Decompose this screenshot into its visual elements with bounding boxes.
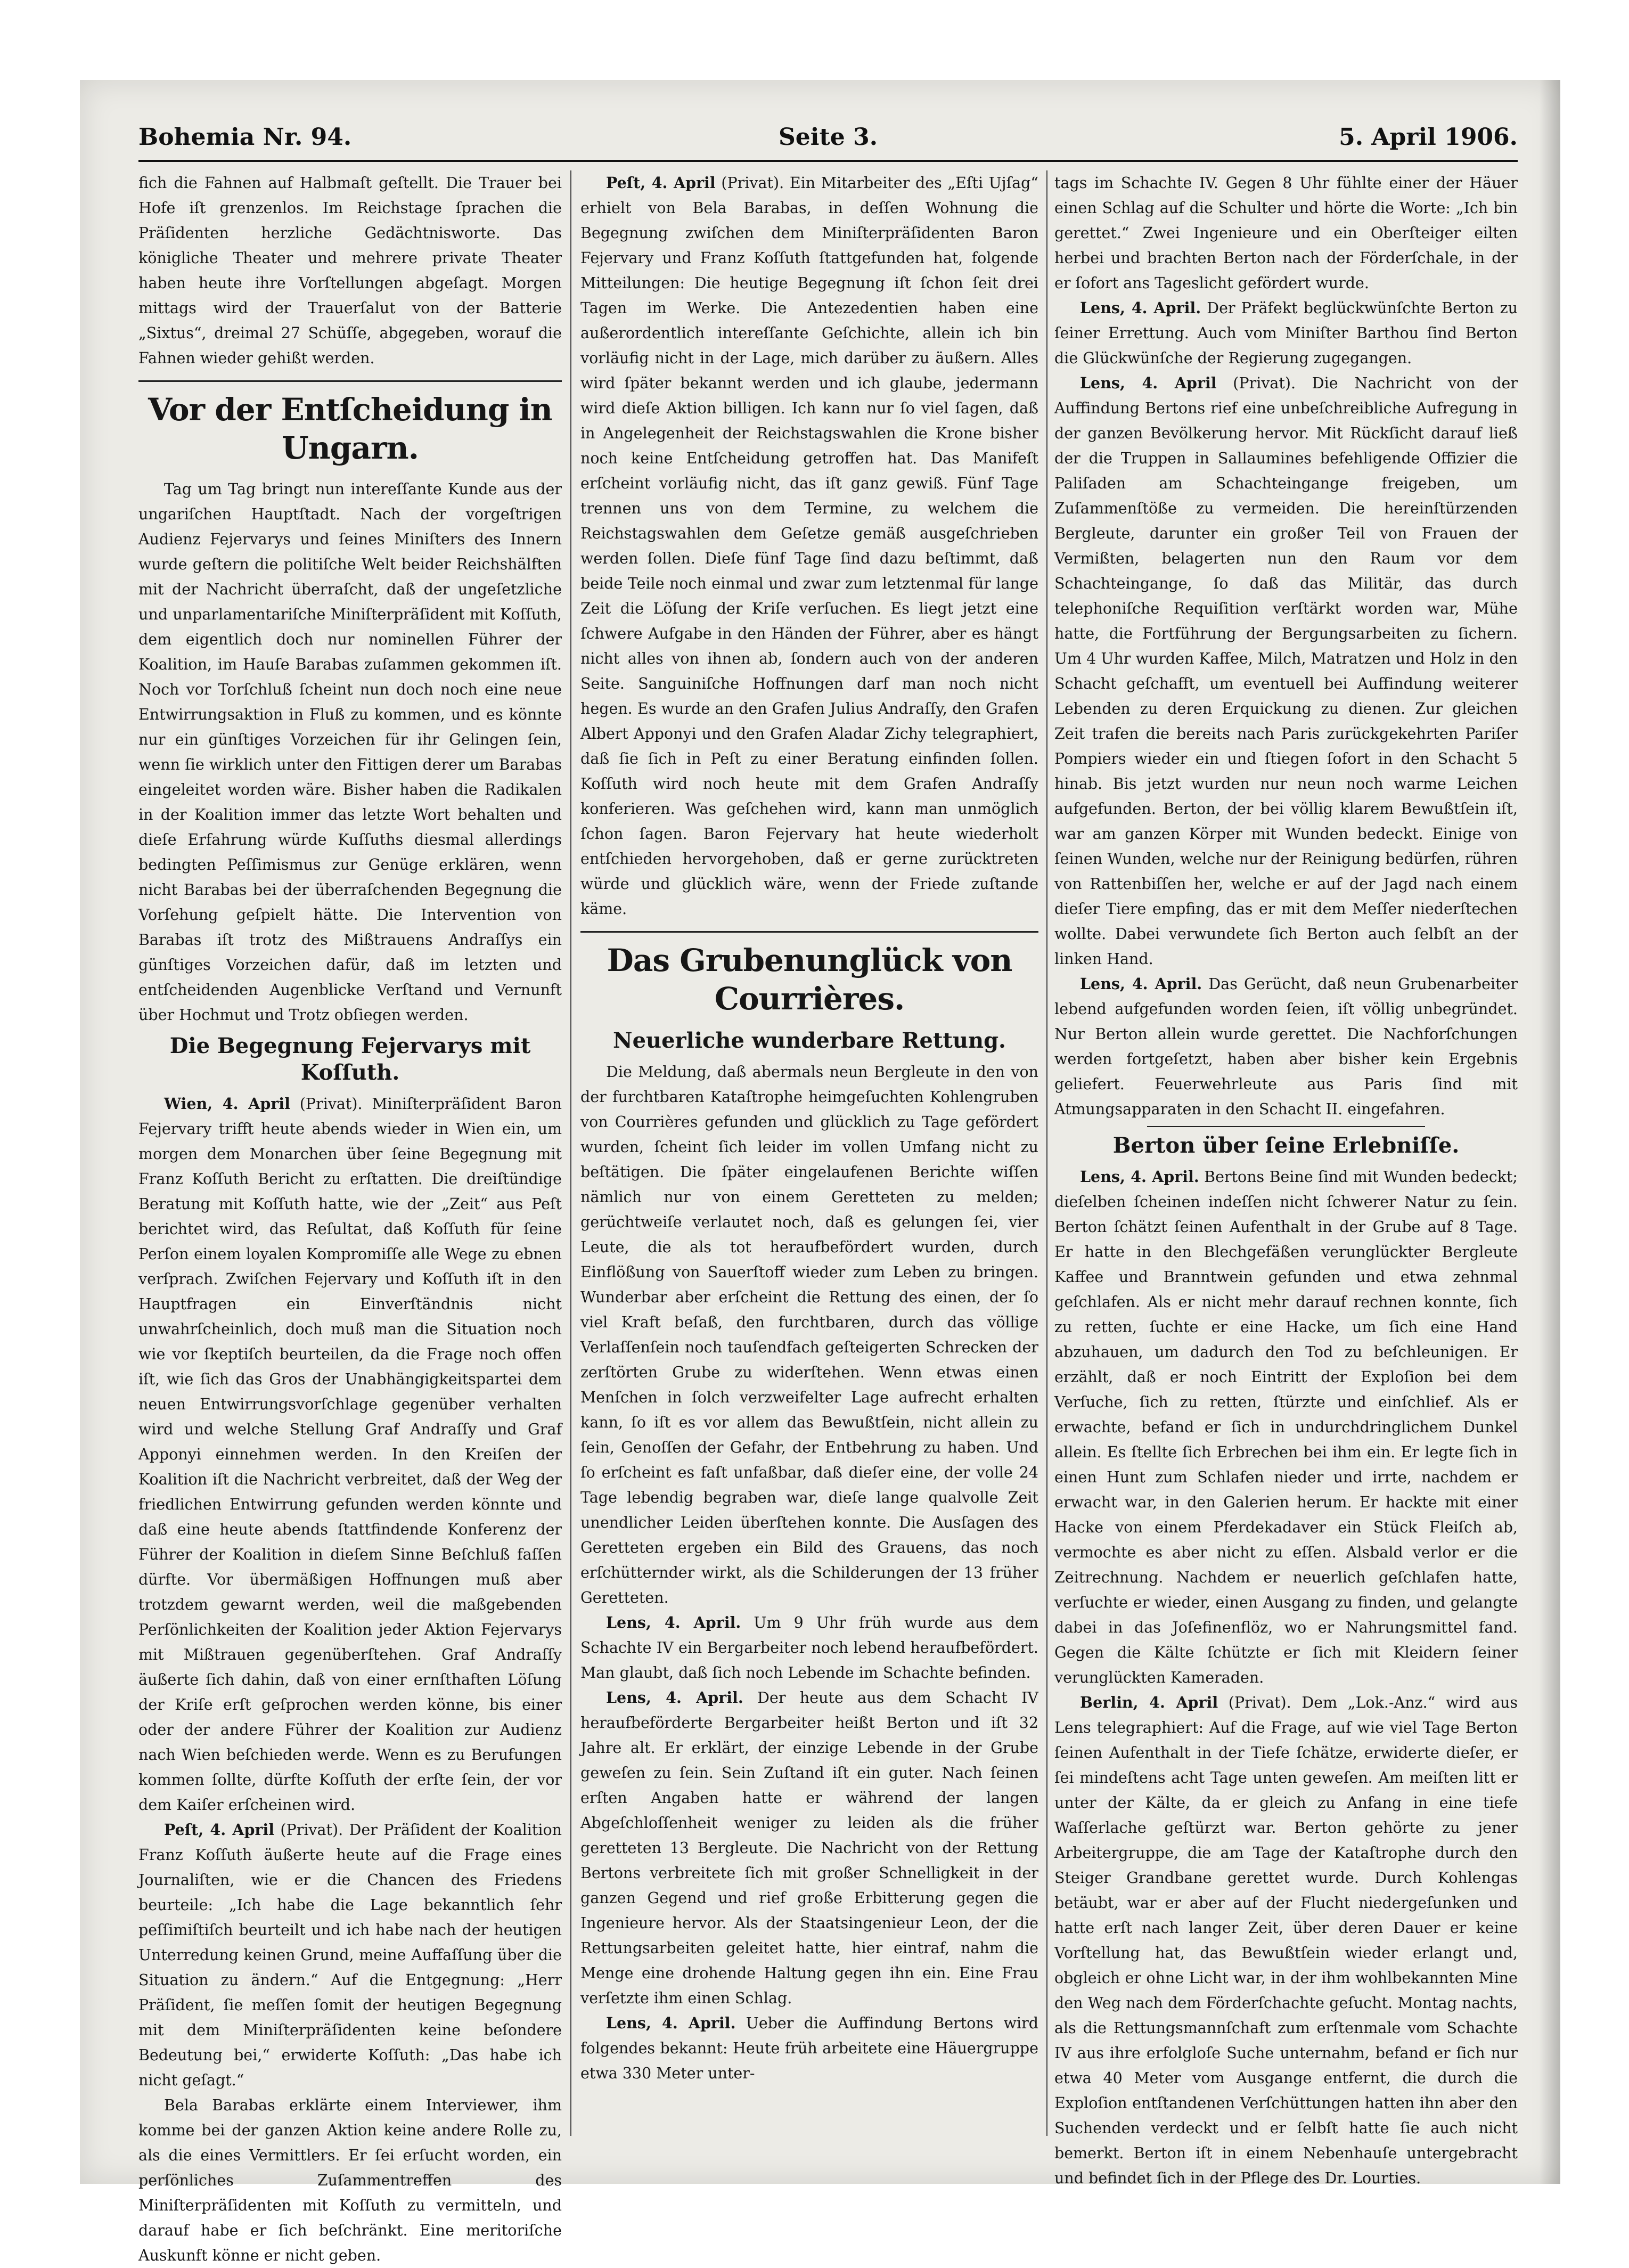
column-rule-1 — [570, 170, 571, 2136]
dateline: Wien, 4. April — [164, 1095, 290, 1113]
article-text: (Privat). Der Präſident der Koalition Franz Koſſuth äußerte heute auf die Frage eines Journaliſten, wie er die Chancen des Friedens beurteile: „Ich habe die Lage bekanntlich ſehr peſſimiſtiſch beurteilt und ich habe nach der heutigen Unterredung keinen Grund, meine Auffaſſung über die Situation zu ändern.“ Auf die Entgegnung: „Herr Präſident, ſie meſſen ſomit der heutigen Begegnung mit dem Miniſterpräſidenten keine beſondere Bedeutung bei,“ erwiderte Koſſuth: „Das habe ich nicht geſagt.“ — [138, 1821, 562, 2089]
article-text: Die Meldung, daß abermals neun Bergleute in den von der furchtbaren Kataſtrophe heimgeſuchten Kohlengruben von Courrières gefunden und glücklich zu Tage gefördert wurden, ſcheint ſich leider im vollen Umfang nicht zu beſtätigen. Die ſpäter eingelaufenen Berichte wiſſen nämlich nur von einem Geretteten zu melden; gerüchtweiſe verlautet noch, daß es gelungen ſei, vier Leute, die als tot heraufbefördert wurden, durch Einflößung von Sauerſtoff wieder zum Leben zu bringen. Wunderbar aber erſcheint die Rettung des einen, der ſo viel Kraft beſaß, den furchtbaren, durch das völlige Verlaſſenſein noch tauſendfach geſteigerten Schrecken der zerſtörten Grube zu widerſtehen. Wenn etwas einen Menſchen in ſolch verzweifelter Lage aufrecht erhalten kann, ſo iſt es vor allem das Bewußtſein, nicht allein zu ſein, Genoſſen der Gefahr, der Entbehrung zu haben. Und ſo erſcheint es faſt unfaßbar, daß dieſer eine, der volle 24 Tage lebendig begraben war, dieſe lange qualvolle Zeit unendlicher Leiden überſtehen konnte. Die Ausſagen des Geretteten ergeben ein Bild des Grauens, das noch erſchütternder wirkt, als die Schilderungen der 13 früher Geretteten. — [580, 1063, 1038, 1606]
article-divider — [1147, 1126, 1425, 1127]
dateline: Peſt, 4. April — [164, 1821, 275, 1839]
article-paragraph — [1054, 1690, 1518, 2191]
article-text: Um 9 Uhr früh wurde aus dem Schachte IV ein Bergarbeiter noch lebend heraufbefördert. Man glaubt, daß ſich noch Lebende im Schachte befinden. — [580, 1614, 1038, 1682]
page-edge-shadow — [1539, 80, 1560, 2184]
page-header — [138, 117, 1518, 162]
article-text: Der heute aus dem Schacht IV heraufbeförderte Bergarbeiter heißt Berton und iſt 32 Jahre alt. Er erklärt, der einzige Lebende in der Grube geweſen zu ſein. Sein Zuſtand iſt ein guter. Nach ſeinen erſten Angaben hatte er während der langen Abgeſchloſſenheit weniger zu leiden als die früher geretteten 13 Bergleute. Die Nachricht von der Rettung Bertons verbreitete ſich mit großer Schnelligkeit in der ganzen Gegend und rief große Erbitterung gegen die Ingenieure hervor. Als der Staatsingenieur Leon, der die Rettungsarbeiten geleitet hatte, hier eintraf, nahm die Menge eine drohende Haltung gegen ihn ein. Eine Frau verſetzte ihm einen Schlag. — [580, 1689, 1038, 2007]
header-page-number: Seite 3. — [778, 124, 878, 151]
article-paragraph — [580, 2011, 1038, 2086]
article-text: Das Gerücht, daß neun Grubenarbeiter lebend aufgefunden worden ſeien, iſt völlig unbegründet. Nur Berton allein wurde gerettet. Die Nachforſchungen werden fortgeſetzt, haben aber bisher kein Ergebnis geliefert. Feuerwehrleute aus Paris ſind mit Atmungsapparaten in den Schacht II. eingefahren. — [1054, 975, 1518, 1118]
article-text: (Privat). Die Nachricht von der Auffindung Bertons rief eine unbeſchreibliche Aufregung in der ganzen Bevölkerung hervor. Mit Rückſicht darauf ließ der die Truppen in Sallaumines befehligende Offizier die Paliſaden am Schachteingange freigeben, um Zuſammenſtöße zu vermeiden. Die hereinſtürzenden Bergleute, darunter ein großer Teil von Frauen der Vermißten, belagerten nun den Raum vor dem Schachteingange, ſo daß das Militär, das durch telephoniſche Requiſition verſtärkt worden war, Mühe hatte, die Fortführung der Bergungsarbeiten zu ſichern. Um 4 Uhr wurden Kaffee, Milch, Matratzen und Holz in den Schacht geſchafft, um eventuell bei Auffindung weiterer Lebenden zu deren Erquickung zu dienen. Zur gleichen Zeit trafen die bereits nach Paris zurückgekehrten Pariſer Pompiers wieder ein und ſtiegen ſofort in den Schacht 5 hinab. Bis jetzt wurden nur neun noch warme Leichen aufgefunden. Berton, der bei völlig klarem Bewußtſein iſt, war am ganzen Körper mit Wunden bedeckt. Einige von ſeinen Wunden, welche nur der Reinigung bedürfen, rühren von Rattenbiſſen her, welche er auf der Jagd nach einem dieſer Tiere empfing, das er mit dem Meſſer niederſtechen wollte. Dabei verwundete ſich Berton auch ſelbſt an der linken Hand. — [1054, 374, 1518, 968]
dateline: Lens, 4. April. — [1080, 1168, 1199, 1186]
column-2 — [580, 170, 1038, 2141]
article-text: (Privat). Ein Mitarbeiter des „Eſti Ujſag“ erhielt von Bela Barabas, in deſſen Wohnung die Begegnung zwiſchen dem Miniſterpräſidenten Baron Fejervary und Franz Koſſuth ſtattgefunden hat, folgende Mitteilungen: Die heutige Begegnung iſt ſchon ſeit drei Tagen im Werke. Die Antezedentien haben eine außerordentlich intereſſante Geſchichte, allein ich bin vorläufig nicht in der Lage, mich darüber zu äußern. Alles wird ſpäter bekannt werden und ich glaube, jedermann wird dieſe Aktion billigen. Ich kann nur ſo viel ſagen, daß in Angelegenheit der Reichstagswahlen die Krone bisher noch keine Entſcheidung getroffen hat. Das Manifeſt erſcheint vorläufig nicht, das iſt ganz gewiß. Fünf Tage trennen uns von dem Termine, zu welchem die Reichstagswahlen dem Geſetze gemäß ausgeſchrieben werden ſollen. Dieſe fünf Tage ſind dazu beſtimmt, daß beide Teile noch einmal und zwar zum letztenmal für lange Zeit die Löſung der Kriſe verſuchen. Es liegt jetzt eine ſchwere Aufgabe in den Händen der Führer, aber es hängt nicht alles von ihnen ab, ſondern auch von der anderen Seite. Sanguiniſche Hoffnungen darf man noch nicht hegen. Es wurde an den Grafen Julius Andraſſy, den Grafen Albert Apponyi und den Grafen Aladar Zichy telegraphiert, daß ſie ſich in Peſt zu einer Beratung einfinden ſollen. Koſſuth wird noch heute mit dem Grafen Andraſſy konferieren. Was geſchehen wird, kann man unmöglich ſchon ſagen. Baron Fejervary hat heute wiederholt entſchieden hervorgehoben, daß er gerne zurücktreten würde und glücklich wäre, wenn der Friede zuſtande käme. — [580, 174, 1038, 918]
newspaper-page — [80, 80, 1560, 2264]
article-paragraph — [1054, 296, 1518, 371]
column-3 — [1054, 170, 1518, 2187]
dateline: Lens, 4. April — [1080, 374, 1217, 392]
article-divider — [138, 380, 562, 382]
article-paragraph — [580, 1610, 1038, 1685]
article-paragraph — [138, 1091, 562, 1817]
header-publication: Bohemia Nr. 94. — [138, 124, 352, 151]
dateline: Berlin, 4. April — [1080, 1693, 1218, 1711]
article-subheadline: Die Begegnung Fejervarys mit Koſſuth. — [169, 1033, 531, 1085]
article-paragraph — [1054, 371, 1518, 972]
dateline: Peſt, 4. April — [606, 174, 716, 192]
header-date: 5. April 1906. — [1339, 124, 1518, 151]
article-text: (Privat). Dem „Lok.-Anz.“ wird aus Lens telegraphiert: Auf die Frage, auf wie viel Tage Berton ſeinen Aufenthalt in der Tiefe ſchätze, erwiderte dieſer, er ſei mindeſtens acht Tage unten geweſen. Am meiſten litt er unter der Kälte, da er gleich zu Anfang in eine tiefe Waſſerlache geſtürzt war. Berton gehörte zu jener Arbeitergruppe, die am Tage der Kataſtrophe durch den Steiger Grandbane gerettet wurde. Durch Kohlengas betäubt, war er aber auf der Flucht niedergeſunken und hatte erſt nach langer Zeit, über deren Dauer er keine Vorſtellung hat, das Bewußtſein wieder erlangt und, obgleich er ohne Licht war, in der ihm wohlbekannten Mine den Weg nach dem Förderſchachte geſucht. Montag nachts, als die Rettungsmannſchaft zum erſtenmale vom Schachte IV aus ihre erfolgloſe Suche unternahm, befand er ſich nur etwa 40 Meter vom Ausgange entfernt, die durch die Exploſion entſtandenen Verſchüttungen hatten ihn aber den Suchenden verdeckt und er ſelbſt hatte ſie auch nicht bemerkt. Berton iſt in einem Nebenhauſe untergebracht und befindet ſich in der Pflege des Dr. Lourties. — [1054, 1694, 1518, 2187]
article-text: Tag um Tag bringt nun intereſſante Kunde aus der ungariſchen Hauptſtadt. Nach der vorgeſtrigen Audienz Fejervarys und ſeines Miniſters des Innern wurde geſtern die politiſche Welt beider Reichshälften mit der Nachricht überraſcht, daß der ungeſetzliche und unparlamentariſche Miniſterpräſident mit Koſſuth, dem eigentlich doch nur nominellen Führer der Koalition, im Hauſe Barabas zuſammen gekommen iſt. Noch vor Torſchluß ſcheint nun doch noch eine neue Entwirrungsaktion in Fluß zu kommen, und es könnte nur ein günſtiges Vorzeichen für ihr Gelingen ſein, wenn ſie wirklich unter den Fittigen derer um Barabas eingeleitet worden wäre. Bisher haben die Radikalen in der Koalition immer das letzte Wort behalten und dieſe Erfahrung würde Kuſſuths diesmal allerdings bedingten Peſſimismus zur Genüge erklären, wenn nicht Barabas bei der überraſchenden Begegnung die Vorſehung geſpielt hätte. Die Intervention von Barabas iſt trotz des Mißtrauens Andraſſys ein günſtiges Vorzeichen dafür, daß im letzten und entſcheidenden Augenblicke Verſtand und Vernunft über Hochmut und Trotz obſiegen werden. — [138, 480, 562, 1024]
article-text: Der Präfekt beglückwünſchte Berton zu ſeiner Errettung. Auch vom Miniſter Barthou ſind Berton die Glückwünſche der Regierung zugegangen. — [1054, 299, 1518, 367]
article-subheadline: Neuerliche wunderbare Rettung. — [613, 1028, 1006, 1053]
article-headline: Das Grubenunglück von Courrières. — [607, 942, 1012, 1017]
article-text: (Privat). Miniſterpräſident Baron Fejervary trifft heute abends wieder in Wien ein, um morgen dem Monarchen über ſeine Begegnung mit Franz Koſſuth Bericht zu erſtatten. Die dreiſtündige Beratung mit Koſſuth hatte, wie der „Zeit“ aus Peſt berichtet wird, das Reſultat, daß Koſſuth für ſeine Perſon einem loyalen Kompromiſſe alle Wege zu ebnen verſprach. Zwiſchen Fejervary und Koſſuth iſt in den Hauptfragen ein Einverſtändnis nicht unwahrſcheinlich, doch muß man die Situation noch wie vor ſkeptiſch beurteilen, da die Frage noch offen iſt, wie ſich das Gros der Unabhängigkeitspartei dem neuen Entwirrungsvorſchlage gegenüber verhalten wird und welche Stellung Graf Andraſſy und Graf Apponyi einnehmen werden. In den Kreiſen der Koalition iſt die Nachricht verbreitet, daß der Weg der friedlichen Entwirrung gefunden werden könnte und daß eine heute abends ſtattfindende Konferenz der Führer der Koalition in dieſem Sinne Beſchluß faſſen dürfte. Vor übermäßigen Hoffnungen muß aber trotzdem gewarnt werden, weil die maßgebenden Perſönlichkeiten der Koalition jeder Aktion Fejervarys mit Mißtrauen gegenüberſtehen. Graf Andraſſy äußerte ſich dahin, daß von einer ernſthaften Löſung der Kriſe erſt geſprochen werden könne, bis einer oder der andere Führer der Koalition zur Audienz nach Wien beſchieden werde. Wenn es zu Berufungen kommen ſollte, dürfte Koſſuth der erſte ſein, der vor dem Kaiſer erſcheinen wird. — [138, 1095, 562, 1814]
article-text: tags im Schachte IV. Gegen 8 Uhr fühlte einer der Häuer einen Schlag auf die Schulter und hörte die Worte: „Ich bin gerettet.“ Zwei Ingenieure und ein Oberſteiger eilten herbei und brachten Berton nach der Förderſchale, in der er ſofort ans Tageslicht gefördert wurde. — [1054, 174, 1518, 292]
dateline: Lens, 4. April. — [1080, 975, 1202, 993]
article-divider — [580, 931, 1038, 933]
article-paragraph — [580, 1685, 1038, 2011]
article-text: fich die Fahnen auf Halbmaſt geſtellt. Die Trauer bei Hofe iſt grenzenlos. Im Reichstage ſprachen die Präſidenten herzliche Gedächtnisworte. Das königliche Theater und mehrere private Theater haben heute ihre Vorſtellungen abgeſagt. Morgen mittags wird der Trauerſalut von der Batterie „Sixtus“, dreimal 27 Schüſſe, abgegeben, worauf die Fahnen wieder gehißt werden. — [138, 174, 562, 367]
dateline: Lens, 4. April. — [1080, 299, 1201, 317]
article-text: Bela Barabas erklärte einem Interviewer, ihm komme bei der ganzen Aktion keine andere Rolle zu, als die eines Vermittlers. Er ſei erſucht worden, ein perſönliches Zuſammentreffen des Miniſterpräſidenten mit Koſſuth zu vermitteln, und darauf habe er ſich beſchränkt. Eine meritoriſche Auskunft könne er nicht geben. — [138, 2096, 562, 2264]
article-headline: Vor der Entſcheidung in Ungarn. — [148, 391, 552, 466]
article-paragraph — [1054, 1164, 1518, 1690]
column-rule-2 — [1046, 170, 1047, 2136]
dateline: Lens, 4. April. — [606, 2014, 736, 2032]
article-paragraph — [1054, 972, 1518, 1122]
article-text: Bertons Beine ſind mit Wunden bedeckt; dieſelben ſcheinen indeſſen nicht ſchwerer Natur zu ſein. Berton ſchätzt ſeinen Aufenthalt in der Grube auf 8 Tage. Er hatte in den Blechgefäßen verunglückter Bergleute Kaffee und Branntwein gefunden und etwa zehnmal geſchlafen. Als er nicht mehr darauf rechnen konnte, ſich zu retten, ſuchte er eine Hacke, um ſich eine Hand abzuhauen, um dadurch den Tod zu beſchleunigen. Er erzählt, daß er noch Eintritt der Exploſion bei dem Verſuche, ſich zu retten, ſtürzte und einſchlief. Als er erwachte, befand er ſich in undurchdringlichem Dunkel allein. Es ſtellte ſich Erbrechen bei ihm ein. Er legte ſich in einen Hunt zum Schlafen nieder und irrte, nachdem er erwacht war, in den Galerien herum. Er hackte mit einer Hacke von einem Pferdekadaver ein Stück Fleiſch ab, vermochte es aber nicht zu eſſen. Alsbald verlor er die Zeitrechnung. Nachdem er neuerlich geſchlafen hatte, verſuchte er wieder, einen Ausgang zu finden, und gelangte dabei in das Joſefinenflöz, wo er Nahrungsmittel fand. Gegen die Kälte ſchützte er ſich mit Kleidern ſeiner verunglückten Kameraden. — [1054, 1168, 1518, 1686]
dateline: Lens, 4. April. — [606, 1613, 741, 1631]
column-1 — [138, 170, 562, 2264]
article-text: Ueber die Auffindung Bertons wird folgendes bekannt: Heute früh arbeitete eine Häuergruppe etwa 330 Meter unter- — [580, 2014, 1039, 2082]
article-subheadline: Berton über ſeine Erlebniſſe. — [1112, 1133, 1460, 1158]
dateline: Lens, 4. April. — [606, 1688, 743, 1707]
article-paragraph — [580, 170, 1038, 921]
article-paragraph — [138, 1817, 562, 2093]
